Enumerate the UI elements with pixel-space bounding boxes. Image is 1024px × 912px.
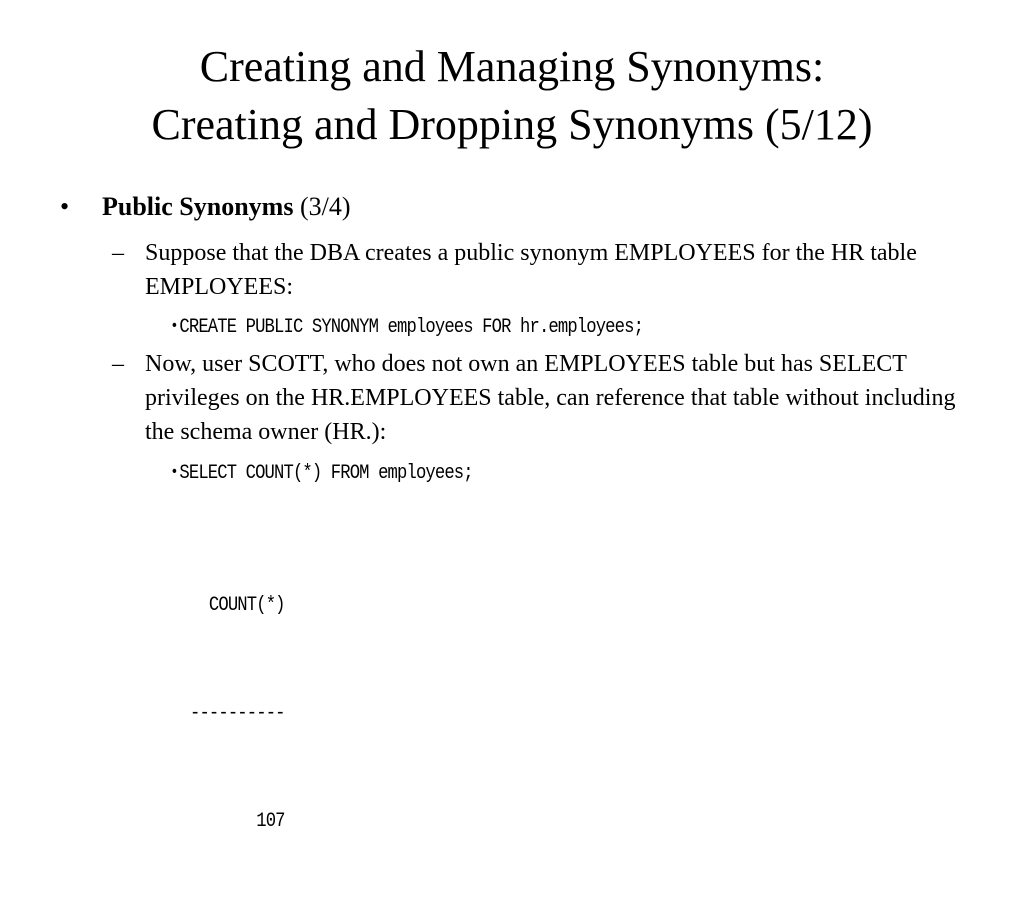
bullet-rest-text: (3/4) xyxy=(293,192,351,221)
query-result xyxy=(190,516,285,912)
code-create-synonym xyxy=(172,312,643,342)
title-line-2: Creating and Dropping Synonyms (5/12) xyxy=(151,100,873,149)
sub-bullet-text: Suppose that the DBA creates a public synonym EMPLOYEES for the HR table EMPLOYEES: xyxy=(145,240,917,300)
slide-title xyxy=(0,38,1024,154)
dash-icon: – xyxy=(112,351,124,377)
sub-bullet-scott-reference xyxy=(112,347,962,449)
small-bullet-icon: • xyxy=(172,317,176,334)
result-header: COUNT(*) xyxy=(190,594,285,617)
bullet-bold-text: Public Synonyms xyxy=(102,192,294,221)
dash-icon: – xyxy=(112,240,124,266)
title-line-1: Creating and Managing Synonyms: xyxy=(199,42,825,91)
code-select-count xyxy=(172,458,473,488)
sub-bullet-text: Now, user SCOTT, who does not own an EMPLOYEES table but has SELECT privileges on the HR.EMPLOYEES table, can reference that table without including the schema owner (HR.): xyxy=(145,351,956,445)
result-value: 107 xyxy=(190,810,285,833)
sub-bullet-dba-creates xyxy=(112,236,962,304)
result-separator: ---------- xyxy=(190,702,285,725)
bullet-text xyxy=(102,190,351,224)
code-text: SELECT COUNT(*) FROM employees; xyxy=(179,462,473,485)
code-text: CREATE PUBLIC SYNONYM employees FOR hr.employees; xyxy=(179,316,644,339)
bullet-dot-icon: • xyxy=(60,192,70,221)
small-bullet-icon: • xyxy=(172,463,176,480)
